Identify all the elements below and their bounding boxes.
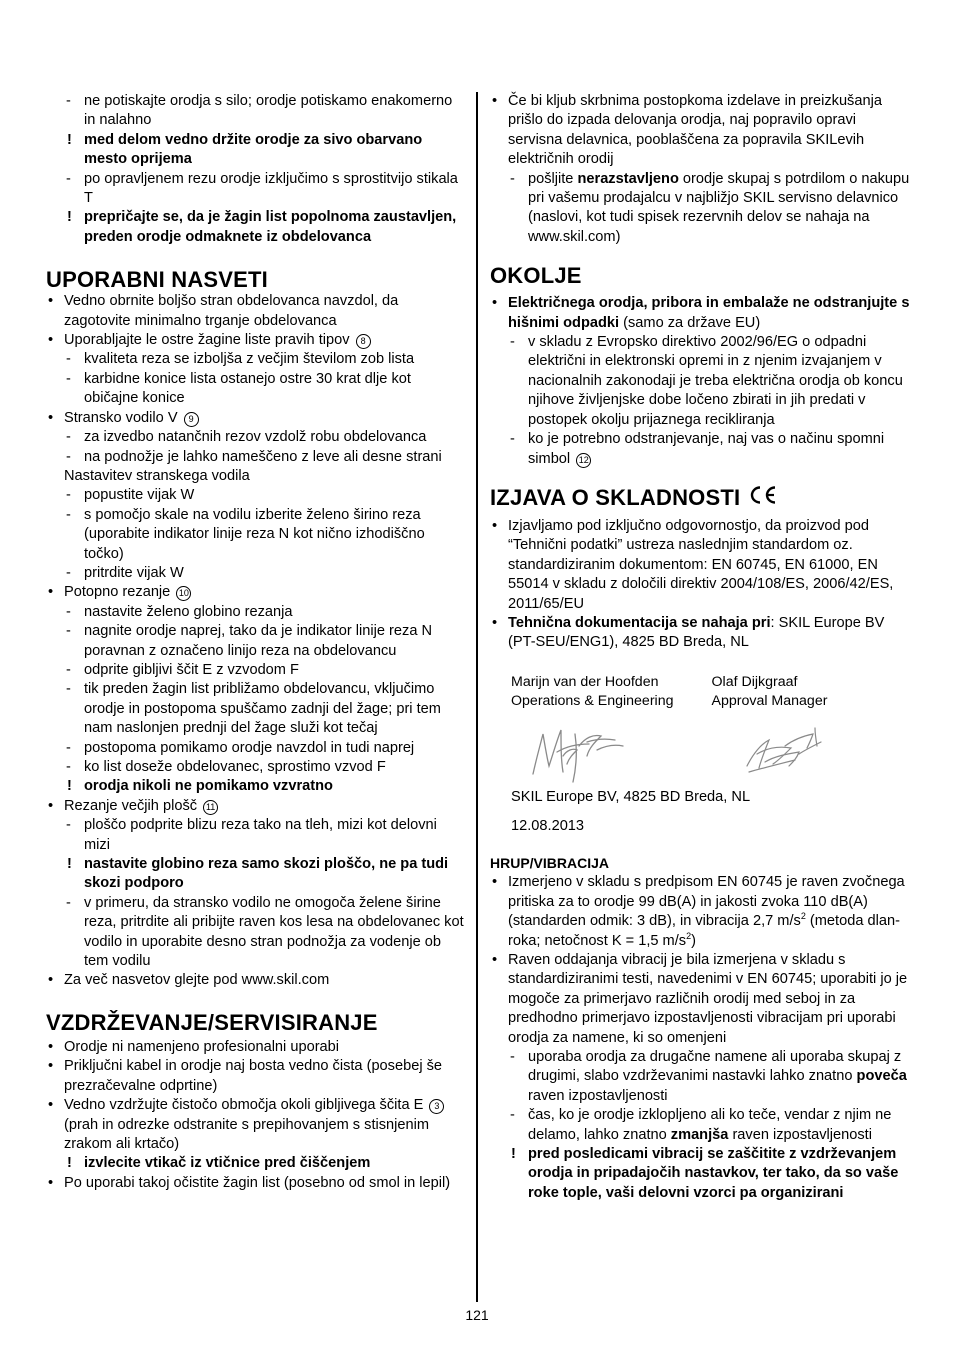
superscript: 2 [800, 911, 806, 922]
list-item-text [528, 430, 912, 469]
list-item-text [528, 170, 912, 248]
signature-2-image [739, 724, 829, 780]
list-item-text [84, 370, 466, 409]
list-item [46, 680, 466, 738]
noise-text-part-2: (metoda dlan-roka; netočnost K = 1,5 m/s [508, 913, 900, 949]
bullet-marker: • [492, 295, 498, 312]
list-item [46, 603, 466, 622]
list-item-text [84, 350, 466, 369]
signatory-2 [712, 673, 913, 712]
column-divider [476, 92, 478, 1302]
section-title-environment: OKOLJE [490, 263, 582, 289]
list-item [46, 816, 466, 855]
body-text: med delom vedno držite orodje za sivo obarvano mesto oprijema [84, 131, 423, 168]
list-item [46, 506, 466, 564]
body-text: (samo za države EU) [619, 314, 761, 331]
list-item [490, 430, 912, 469]
section-title-noise: HRUP/VIBRACIJA [490, 855, 610, 872]
text-prefix: pošljite [528, 170, 578, 187]
body-text: kvaliteta reza se izboljša z večjim številom zob lista [84, 351, 415, 368]
emphasis-text: poveča [856, 1068, 907, 1085]
list-item [46, 1038, 466, 1057]
list-item [46, 1096, 466, 1154]
tips-list [46, 292, 466, 991]
figure-reference-badge: 9 [184, 412, 199, 427]
body-text: Rezanje večjih plošč [64, 797, 198, 814]
figure-reference-badge: 8 [356, 334, 371, 349]
body-text: : SKIL Europe BV (PT-SEU/ENG1), 4825 BD Breda, NL [508, 614, 885, 651]
list-item [490, 1106, 912, 1145]
list-item-text [64, 331, 466, 350]
list-item [46, 448, 466, 467]
list-item-text [64, 1038, 466, 1057]
warning-marker: ! [67, 856, 72, 873]
body-text: raven izpostavljenosti [728, 1126, 872, 1143]
list-item [490, 170, 912, 248]
figure-reference-badge: 11 [203, 800, 218, 815]
body-text: na podnožje je lahko nameščeno z leve ali desne strani [84, 448, 442, 465]
bullet-marker: • [492, 517, 498, 534]
bullet-marker: • [492, 614, 498, 631]
list-item-text [508, 517, 912, 614]
dash-marker: - [510, 334, 515, 351]
bullet-marker: • [48, 1097, 54, 1114]
dash-marker: - [510, 170, 515, 187]
body-text: Vedno obrnite boljšo stran obdelovanca navzdol, da zagotovite minimalno trganje obdelovanca [64, 293, 399, 329]
list-item-text [84, 622, 466, 661]
body-text: Raven oddajanja vibracij je bila izmerjena v skladu s standardiziranimi testi, navedenimi v EN 60745; uporabiti jo je mogoče za primerjavo različnih orodij med seboj in za predhodno primerjavo izpostavljenosti vibracijam pri uporabi orodja za namene, ki so omenjeni [508, 952, 908, 1046]
dash-marker: - [66, 170, 71, 187]
text-suffix: (prah in odrezke odstranite s prepihovanjem s stisnjenim zrakom ali krtačo) [64, 1116, 430, 1152]
list-item-text [528, 1048, 912, 1106]
body-text: raven izpostavljenosti [528, 1087, 668, 1104]
list-item-text [84, 448, 466, 467]
bullet-marker: • [48, 972, 54, 989]
dash-marker: - [66, 506, 71, 523]
list-item [46, 583, 466, 602]
signature-1-image [527, 716, 637, 786]
body-text: pred posledicami vibracij se zaščitite z vzdrževanjem orodja in pripadajočih nastavkov, ter tako, da so vaše roke tople, vaši delovni vzorci pa organizirani [528, 1146, 899, 1201]
list-item-text [84, 894, 466, 972]
dash-marker: - [66, 370, 71, 387]
body-text: orodja nikoli ne pomikamo vzvratno [84, 778, 333, 795]
body-text: po opravljenem rezu orodje izključimo s sprostitvijo stikala T [84, 170, 458, 207]
list-item [46, 739, 466, 758]
dash-marker: - [66, 487, 71, 504]
list-item-text [64, 1174, 466, 1193]
section-title-declaration [490, 485, 912, 511]
body-text: Uporabljajte le ostre žagine liste pravih tipov [64, 332, 350, 349]
list-item-text [64, 1057, 466, 1096]
dash-marker: - [510, 431, 515, 448]
figure-reference-badge: 12 [576, 453, 591, 468]
noise-text-part-1: Izmerjeno v skladu s predpisom EN 60745 je raven zvočnega pritiska za to orodje 99 dB(A) in jakosti zvoka 110 dB(A) (standarden odmik: 3 dB), in vibracija 2,7 m/s [508, 874, 905, 930]
list-item [46, 208, 466, 247]
body-text: Če bi kljub skrbnima postopkoma izdelave in preizkušanja prišlo do izpada delovanja orodja, naj popravilo opravi servisna delavnica, pooblaščena za popravila SKILevih električnih orodij [508, 93, 882, 168]
list-item [46, 370, 466, 409]
list-item-text [84, 661, 466, 680]
bullet-marker: • [48, 332, 54, 349]
list-item-text [508, 92, 912, 170]
list-item [46, 486, 466, 505]
list-item [46, 564, 466, 583]
body-text: karbidne konice lista ostanejo ostre 30 krat dlje kot običajne konice [84, 370, 411, 407]
list-item [46, 894, 466, 972]
right-column [490, 92, 912, 1203]
bullet-marker: • [48, 293, 54, 310]
body-text: v primeru, da stransko vodilo ne omogoča želene širine reza, pritrdite ali pribijte raven kos lesa na obdelovanec kot vodilo in uporabite desno stran podnožja za vodenje ob tem vodilu [84, 894, 464, 970]
bullet-marker: • [48, 797, 54, 814]
signatory-2-name: Olaf Dijkgraaf [711, 673, 798, 690]
list-item [490, 294, 912, 333]
body-text: ko je potrebno odstranjevanje, naj vas o načinu spomni simbol [528, 431, 885, 467]
dash-marker: - [66, 817, 71, 834]
dash-marker: - [66, 759, 71, 775]
bullet-marker: • [492, 93, 498, 109]
list-item [46, 971, 466, 990]
list-item-text [84, 428, 466, 447]
emphasis-text: nerazstavljeno [577, 170, 679, 187]
list-item-text [84, 816, 466, 855]
body-text: Po uporabi takoj očistite žagin list (posebno od smol in lepil) [64, 1174, 451, 1191]
emphasis-text: Električnega orodja, pribora in embalaže ne odstranjujte s hišnimi odpadki [508, 295, 910, 331]
list-item-text [508, 873, 912, 951]
list-item-text [84, 1154, 466, 1173]
list-item-text [528, 1106, 912, 1145]
body-text: Nastavitev stranskega vodila [64, 467, 250, 484]
list-item [490, 1145, 912, 1203]
bullet-marker: • [492, 952, 498, 968]
list-item-text [528, 333, 912, 430]
body-text: v skladu z Evropsko direktivo 2002/96/EG o odpadni električni in elektronski opremi in z njenim izvajanjem v nacionalnih zakonodaji je treba električna orodja ob koncu njihove življenjske dobe ločeno zbirati in jih predati v postopek okolju prijaznega recikliranja [528, 334, 903, 428]
warning-marker: ! [67, 209, 72, 226]
maintenance-list [46, 1038, 466, 1193]
declaration-list [490, 517, 912, 653]
list-item [46, 350, 466, 369]
list-item [46, 131, 466, 170]
list-item-text [64, 1096, 466, 1154]
list-item [46, 1154, 466, 1173]
list-item [490, 92, 912, 170]
bullet-marker: • [48, 1058, 54, 1075]
list-item [490, 614, 912, 653]
page-number: 121 [465, 1307, 489, 1323]
body-text: Vedno vzdržujte čistočo območja okoli gibljivega ščita E [64, 1097, 424, 1114]
body-text: Za več nasvetov glejte pod www.skil.com [64, 972, 330, 989]
list-item [46, 797, 466, 816]
company-line: SKIL Europe BV, 4825 BD Breda, NL [511, 788, 751, 805]
section-title-maintenance: VZDRŽEVANJE/SERVISIRANJE [46, 1009, 378, 1035]
dash-marker: - [66, 603, 71, 620]
list-item-text [84, 208, 466, 247]
list-item [46, 170, 466, 209]
list-item [46, 409, 466, 428]
list-item-text [84, 777, 466, 796]
body-text: Stransko vodilo V [64, 409, 178, 426]
warning-marker: ! [67, 1155, 72, 1172]
body-text: nagnite orodje naprej, tako da je indikator linije reza N poravnan z označeno linijo reza na obdelovancu [84, 623, 433, 659]
list-item [46, 467, 466, 486]
list-item-text [508, 951, 912, 1048]
text-prefix: čas, ko je orodje izklopljeno ali ko teče, vendar z njim ne delamo, lahko znatno [528, 1107, 892, 1143]
dash-marker: - [66, 564, 71, 581]
body-text: nastavite globino reza samo skozi ploščo, ne pa tudi skozi podporo [84, 856, 449, 892]
list-item-text [64, 467, 466, 486]
dash-marker: - [66, 739, 71, 756]
section-title-tips: UPORABNI NASVETI [46, 267, 268, 293]
signatory-2-role: Approval Manager [711, 693, 828, 710]
dash-marker: - [66, 661, 71, 678]
body-text: orodje skupaj s potrdilom o nakupu pri vašemu prodajalcu v najbližjo SKIL servisno delavnico (naslovi, kot tudi spisek rezervnih delov se nahaja na www.skil.com) [528, 170, 910, 245]
signatories [511, 673, 912, 712]
list-item [46, 855, 466, 894]
warning-marker: ! [67, 778, 72, 795]
signatory-1-role: Operations & Engineering [511, 693, 674, 710]
list-item-text [64, 583, 466, 602]
list-item-text [64, 971, 466, 990]
body-text: popustite vijak W [84, 487, 195, 504]
list-item-text [84, 603, 466, 622]
list-item [490, 517, 912, 614]
list-item [46, 758, 466, 777]
list-item [46, 1174, 466, 1193]
list-item [490, 333, 912, 430]
list-item-text [84, 506, 466, 564]
body-text: Potopno rezanje [64, 584, 171, 601]
list-item-text [84, 758, 466, 777]
list-item-text [84, 131, 466, 170]
dash-marker: - [66, 681, 71, 698]
list-item-text [508, 614, 912, 653]
body-text: izvlecite vtikač iz vtičnice pred čiščenjem [84, 1155, 371, 1172]
body-text: postopoma pomikamo orodje navzdol in tudi naprej [84, 739, 415, 756]
bullet-marker: • [48, 584, 54, 601]
body-text: ko list doseže obdelovanec, sprostimo vzvod F [84, 759, 386, 775]
list-item [46, 292, 466, 331]
body-text: pritrdite vijak W [84, 564, 184, 581]
body-text: odprite gibljivi ščit E z vzvodom F [84, 661, 299, 678]
body-text: ne potiskajte orodja s silo; orodje potiskamo enakomerno in nalahno [84, 93, 453, 129]
list-item-text [508, 294, 912, 333]
body-text: Izjavljamo pod izključno odgovornostjo, da proizvod pod “Tehnični podatki” ustreza naslednjim standardom oz. standardiziranim dokumentom: EN 60745, EN 61000, EN 55014 v skladu z določili direktiv 2004/108/ES, 2006/42/ES, 2011/65/EU [508, 517, 894, 612]
list-item-text [84, 739, 466, 758]
list-item [490, 951, 912, 1048]
list-item-text [84, 486, 466, 505]
dash-marker: - [510, 1107, 515, 1124]
list-item [46, 331, 466, 350]
noise-list [490, 951, 912, 1203]
list-item-text [528, 1145, 912, 1203]
list-item-text [64, 292, 466, 331]
list-item-text [84, 170, 466, 209]
text-prefix: uporaba orodja za drugačne namene ali uporaba skupaj z drugimi, slabo vzdrževanimi nastavki lahko znatno [528, 1049, 902, 1085]
list-item [46, 777, 466, 796]
body-text: ploščo podprite blizu reza tako na tleh, mizi kot delovni mizi [84, 817, 437, 853]
dash-marker: - [66, 351, 71, 368]
list-item-text [64, 797, 466, 816]
body-text: tik preden žagin list približamo obdelovancu, vključimo orodje in postopoma spuščamo zadnji del žage; pri tem nam naslonjen prednji del žage služi kot tečaj [84, 681, 441, 737]
dash-marker: - [66, 894, 71, 911]
body-text: prepričajte se, da je žagin list popolnoma zaustavljen, preden orodje odmaknete iz obdelovanca [84, 209, 457, 245]
body-text: za izvedbo natančnih rezov vzdolž robu obdelovanca [84, 429, 427, 446]
list-item [46, 1057, 466, 1096]
dash-marker: - [66, 448, 71, 465]
superscript: 2 [686, 930, 692, 941]
service-list [490, 92, 912, 247]
warning-marker: ! [511, 1146, 516, 1163]
declaration-title-text: IZJAVA O SKLADNOSTI [490, 484, 741, 510]
dash-marker: - [66, 429, 71, 446]
figure-reference-badge: 10 [176, 586, 191, 601]
environment-list [490, 294, 912, 469]
list-item [490, 873, 912, 951]
ce-mark-icon [748, 485, 778, 505]
dash-marker: - [66, 93, 71, 109]
body-text: Orodje ni namenjeno profesionalni uporabi [64, 1038, 340, 1055]
list-item-text [84, 855, 466, 894]
list-item-text [84, 564, 466, 583]
figure-reference-badge: 3 [429, 1099, 444, 1114]
signatures [511, 712, 912, 788]
dash-marker: - [66, 623, 71, 640]
list-item-text [84, 680, 466, 738]
signatory-1 [511, 673, 712, 712]
list-item [46, 428, 466, 447]
declaration-date: 12.08.2013 [511, 817, 585, 834]
emphasis-text: Tehnična dokumentacija se nahaja pri [508, 614, 771, 631]
list-item [46, 92, 466, 131]
list-item [490, 1048, 912, 1106]
dash-marker: - [510, 1049, 515, 1066]
body-text: nastavite želeno globino rezanja [84, 603, 293, 620]
list-item [46, 661, 466, 680]
list-item [46, 622, 466, 661]
emphasis-text: zmanjša [670, 1126, 729, 1143]
warning-marker: ! [67, 131, 72, 148]
intro-list [46, 92, 466, 247]
bullet-marker: • [48, 409, 54, 426]
noise-text-part-3: ) [691, 932, 696, 949]
body-text: s pomočjo skale na vodilu izberite želeno širino reza (uporabite indikator linije reza N kot nično izhodiščno točko) [84, 506, 425, 562]
body-text: Priključni kabel in orodje naj bosta vedno čista (posebej še prezračevalne odprtine) [64, 1058, 443, 1094]
list-item-text [84, 92, 466, 131]
list-item-text [64, 409, 466, 428]
bullet-marker: • [48, 1174, 54, 1191]
bullet-marker: • [492, 874, 498, 891]
bullet-marker: • [48, 1038, 54, 1055]
signatory-1-name: Marijn van der Hoofden [511, 673, 659, 690]
left-column [46, 92, 466, 1193]
